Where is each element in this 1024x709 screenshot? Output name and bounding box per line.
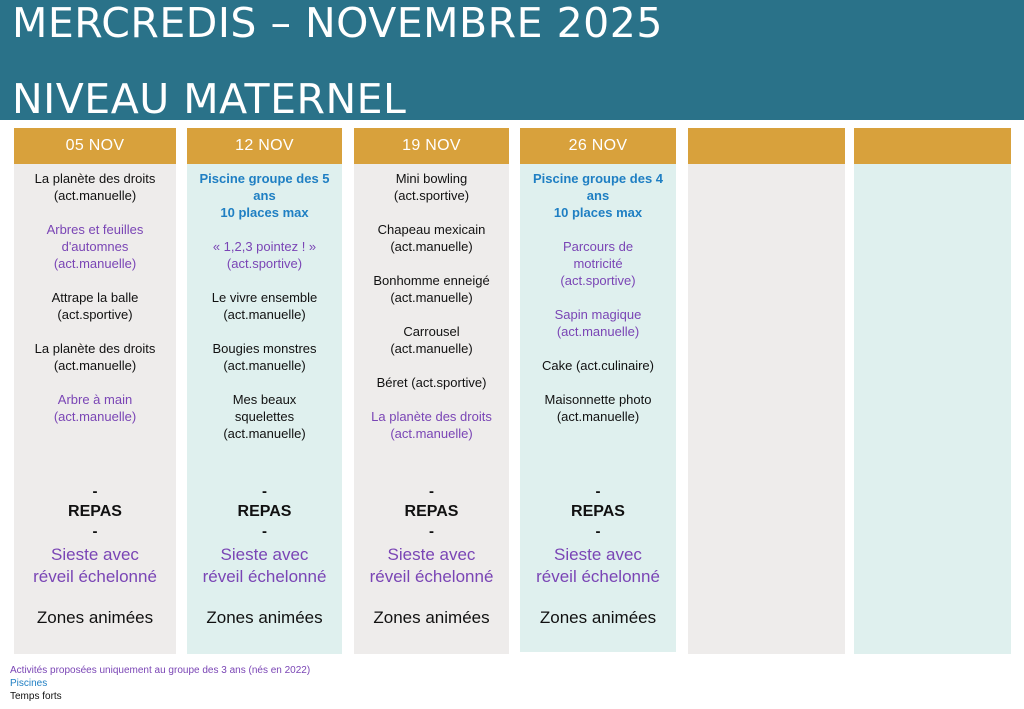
activity-list [14,170,176,442]
activity-item: Mes beaux squelettes (act.manuelle) [223,392,306,441]
zones-animees-label: Zones animées [206,608,323,627]
activity-item: La planète des droits (act.manuelle) [34,171,156,203]
activity-item: Bonhomme enneigé (act.manuelle) [373,273,490,305]
day-body [187,164,342,654]
page-title: MERCREDIS – NOVEMBRE 2025 [12,0,663,47]
legend-purple-note: Activités proposées uniquement au groupe des 3 ans (nés en 2022) [10,665,311,676]
day-body [14,164,176,654]
day-header [854,128,1011,164]
daily-routine [187,482,342,629]
daily-routine [14,482,176,629]
activity-item: Piscine groupe des 4 ans 10 places max [532,171,664,220]
repas-label: REPAS [404,503,459,520]
zones-animees-label: Zones animées [539,608,657,627]
activity-item: Chapeau mexicain (act.manuelle) [377,222,486,254]
sieste-label: Sieste avec réveil échelonné [536,545,660,586]
day-header: 12 NOV [187,128,342,164]
day-header: 19 NOV [354,128,509,164]
sieste-label: Sieste avec réveil échelonné [33,545,157,586]
activity-item: « 1,2,3 pointez ! » (act.sportive) [212,239,317,271]
page-header [0,0,1024,123]
activity-item: Attrape la balle (act.sportive) [51,290,139,322]
separator-dash: - [429,523,434,540]
activity-item: Sapin magique (act.manuelle) [554,307,642,339]
day-body [688,164,845,654]
activity-item: Piscine groupe des 5 ans 10 places max [199,171,330,220]
activity-list [520,170,676,442]
day-body [520,164,676,652]
day-body [354,164,509,654]
day-header [688,128,845,164]
activity-item: Bougies monstres (act.manuelle) [212,341,317,373]
separator-dash: - [262,523,267,540]
activity-item: Cake (act.culinaire) [542,358,654,373]
activity-item: Arbres et feuilles d'automnes (act.manuelle) [46,222,144,271]
activity-item: La planète des droits (act.manuelle) [371,409,492,441]
activity-item: Arbre à main (act.manuelle) [53,392,137,424]
separator-dash: - [429,483,434,500]
activity-item: Béret (act.sportive) [376,375,487,390]
daily-routine [354,482,509,629]
zones-animees-label: Zones animées [373,608,490,627]
separator-dash: - [92,483,98,500]
zones-animees-label: Zones animées [36,608,154,627]
activity-item: Mini bowling (act.sportive) [393,171,470,203]
separator-dash: - [92,523,98,540]
page-subtitle: NIVEAU MATERNEL [12,75,407,123]
repas-label: REPAS [68,503,122,520]
daily-routine [520,482,676,629]
activity-list [187,170,342,459]
legend-blue-note: Piscines [10,678,48,689]
activity-item: Parcours de motricité (act.sportive) [560,239,636,288]
activity-item: Le vivre ensemble (act.manuelle) [211,290,318,322]
legend-black-note: Temps forts [10,691,62,702]
separator-dash: - [262,483,267,500]
day-header: 26 NOV [520,128,676,164]
sieste-label: Sieste avec réveil échelonné [369,545,494,586]
repas-label: REPAS [237,503,292,520]
day-header: 05 NOV [14,128,176,164]
day-body [854,164,1011,654]
activity-list [354,170,509,459]
activity-item: La planète des droits (act.manuelle) [34,341,156,373]
activity-item: Maisonnette photo (act.manuelle) [544,392,652,424]
repas-label: REPAS [571,503,625,520]
sieste-label: Sieste avec réveil échelonné [202,545,327,586]
separator-dash: - [595,483,601,500]
legend [10,664,310,703]
separator-dash: - [595,523,601,540]
activity-item: Carrousel (act.manuelle) [390,324,473,356]
